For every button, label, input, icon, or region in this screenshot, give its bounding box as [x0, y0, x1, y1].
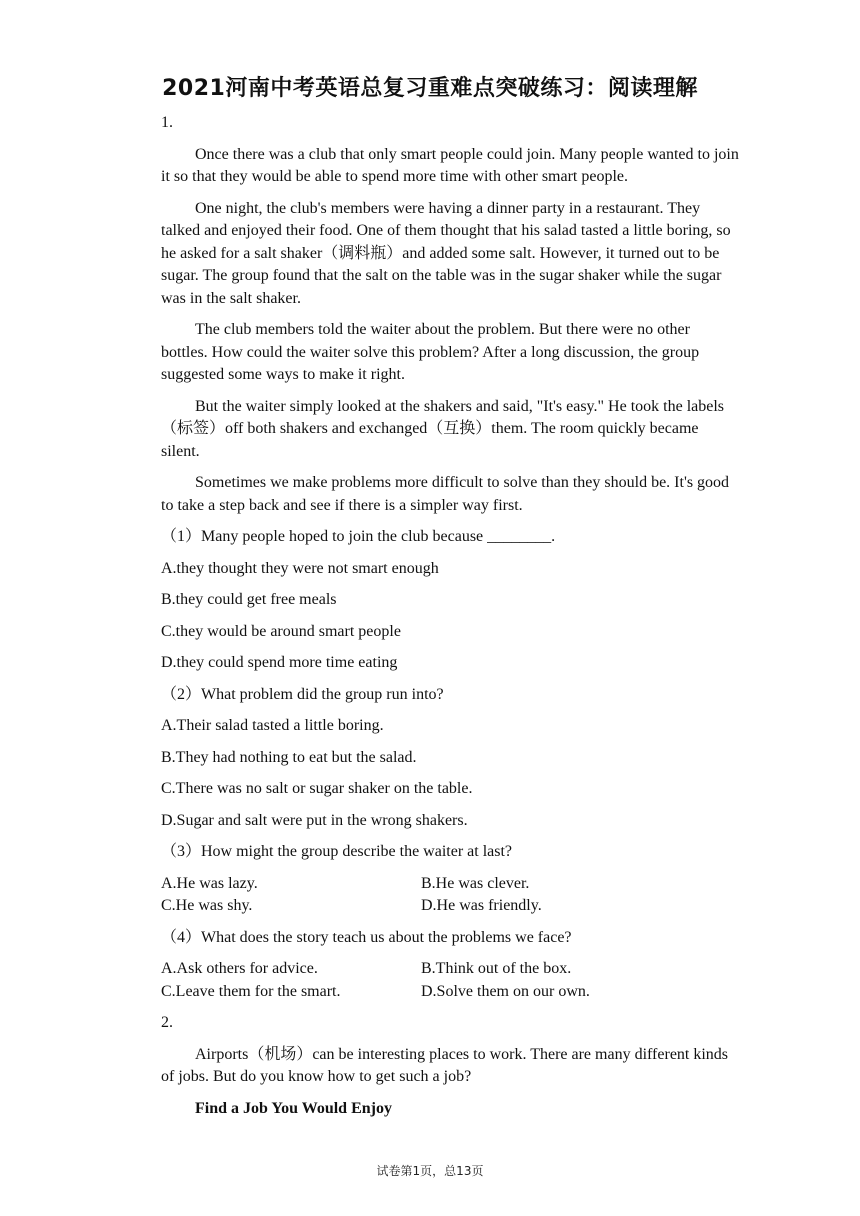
- answer-option: D.Sugar and salt were put in the wrong shakers.: [161, 811, 468, 829]
- answer-option: B.He was clever.: [421, 874, 530, 892]
- passage-heading: Find a Job You Would Enjoy: [195, 1099, 392, 1117]
- question-stem: （1）Many people hoped to join the club because ________.: [161, 528, 556, 545]
- answer-option: C.He was shy.: [161, 897, 253, 914]
- answer-option: A.Ask others for advice.: [161, 960, 318, 977]
- answer-option: C.There was no salt or sugar shaker on the table.: [161, 780, 473, 797]
- question-number: 1.: [161, 114, 173, 131]
- passage-paragraph: Sometimes we make problems more difficult to solve than they should be. It's good to take a step back and see if there is a simpler way first.: [161, 474, 730, 514]
- answer-option: B.They had nothing to eat but the salad.: [161, 748, 417, 766]
- document-body: [161, 112, 739, 1129]
- passage-paragraph: Airports（机场）can be interesting places to work. There are many different kinds of jobs. But do you know how to get such a job?: [161, 1045, 729, 1085]
- answer-option: D.He was friendly.: [421, 897, 542, 914]
- passage-paragraph: But the waiter simply looked at the shakers and said, "It's easy." He took the labels（标签）off both shakers and exchanged（互换）them. The room quickly became silent.: [161, 397, 725, 460]
- answer-option: D.Solve them on our own.: [421, 982, 590, 1000]
- answer-option: C.Leave them for the smart.: [161, 982, 341, 1000]
- answer-options-grid: [161, 958, 739, 1003]
- answer-option: A.they thought they were not smart enough: [161, 559, 439, 577]
- answer-options-grid: [161, 873, 739, 918]
- passage-paragraph: The club members told the waiter about the problem. But there were no other bottles. How could the waiter solve this problem? After a long discussion, the group suggested some ways to make it right.: [161, 321, 700, 383]
- page-title: 2021河南中考英语总复习重难点突破练习：阅读理解: [162, 76, 698, 101]
- answer-option: A.He was lazy.: [161, 874, 258, 892]
- passage-paragraph: One night, the club's members were having a dinner party in a restaurant. They talked and enjoyed their food. One of them thought that his salad tasted a little boring, so he asked for a salt shaker（调料瓶）and added some salt. However, it turned out to be sugar. The group found that the salt on the table was in the sugar shaker while the sugar was in the salt shaker.: [161, 199, 731, 307]
- question-stem: （4）What does the story teach us about the problems we face?: [161, 928, 572, 946]
- question-stem: （2）What problem did the group run into?: [161, 685, 444, 703]
- answer-option: A.Their salad tasted a little boring.: [161, 717, 384, 734]
- question-number: 2.: [161, 1014, 173, 1031]
- page-footer: 试卷第1页，总13页: [376, 1164, 484, 1178]
- answer-option: B.Think out of the box.: [421, 960, 572, 977]
- answer-option: D.they could spend more time eating: [161, 654, 398, 671]
- passage-paragraph: Once there was a club that only smart people could join. Many people wanted to join it so that they would be able to spend more time with other smart people.: [161, 145, 739, 185]
- question-stem: （3）How might the group describe the waiter at last?: [161, 843, 513, 860]
- answer-option: B.they could get free meals: [161, 591, 337, 608]
- answer-option: C.they would be around smart people: [161, 622, 401, 640]
